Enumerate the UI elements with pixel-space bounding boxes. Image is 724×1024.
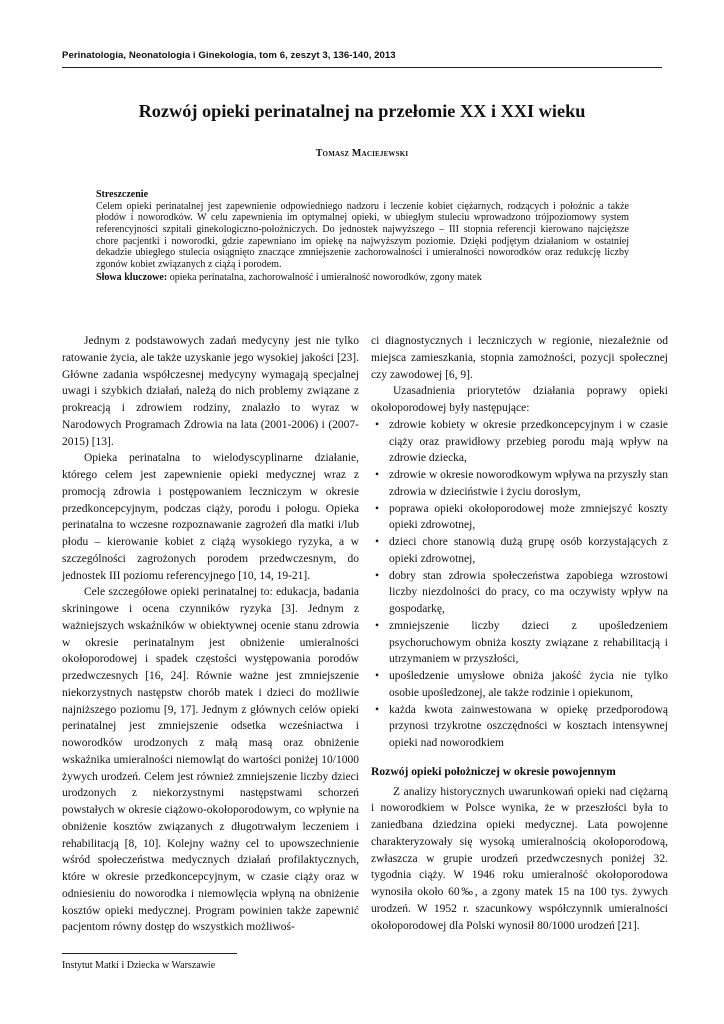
abstract: [96, 189, 629, 283]
list-item-text: poprawa opieki okołoporodowej może zmniejszyć koszty opieki zdrowotnej,: [389, 502, 668, 532]
section-heading: Rozwój opieki położniczej w okresie powojennym: [371, 764, 616, 778]
list-item: [371, 467, 668, 501]
bullet-icon: •: [375, 569, 380, 582]
header-rule: [62, 67, 662, 68]
abstract-heading: Streszczenie: [96, 189, 149, 200]
list-item: [371, 668, 668, 702]
keywords-text: opieka perinatalna, zachorowalność i umieralność noworodków, zgony matek: [169, 271, 482, 283]
list-item: [371, 702, 668, 752]
list-item: [371, 501, 668, 535]
body-column-right: [371, 333, 668, 934]
list-item-text: dzieci chore stanowią dużą grupę osób korzystających z opieki zdrowotnej,: [389, 536, 668, 565]
keywords-label: Słowa kluczowe:: [96, 271, 168, 283]
bullet-icon: •: [375, 418, 380, 431]
bullet-icon: •: [375, 670, 380, 682]
article-title: Rozwój opieki perinatalnej na przełomie XX i XXI wieku: [138, 101, 586, 121]
bullet-icon: •: [375, 619, 380, 632]
keywords: [96, 272, 629, 284]
footnote-rule: [62, 953, 237, 954]
bullet-icon: •: [375, 703, 380, 716]
bullet-icon: •: [375, 536, 380, 548]
list-item: [371, 618, 668, 668]
paragraph: ci diagnostycznych i leczniczych w regionie, niezależnie od miejsca zamieszkania, stopnia zamożności, pozycji społecznej czy zawodowej [6, 9].: [371, 335, 668, 381]
list-item-text: zmniejszenie liczby dzieci z upośledzeniem psychoruchowym obniża koszty związane z rehabilitacją i utrzymaniem w przyszłości,: [389, 619, 668, 666]
list-item: [371, 568, 668, 618]
list-item-text: zdrowie w okresie noworodkowym wpływa na przyszły stan zdrowia w dzieciństwie i życiu dorosłym,: [389, 469, 668, 498]
list-item-text: każda kwota zainwestowana w opiekę przedporodową przynosi trzykrotne oszczędności w kosztach intensywnej opieki nad noworodkiem: [389, 703, 668, 749]
priority-list: [371, 417, 668, 752]
bullet-icon: •: [375, 502, 380, 515]
running-header: Perinatologia, Neonatologia i Ginekologia, tom 6, zeszyt 3, 136-140, 2013: [62, 50, 396, 61]
footnote-affiliation: Instytut Matki i Dziecka w Warszawie: [62, 960, 216, 971]
paragraph: Uzasadnienia priorytetów działania poprawy opieki okołoporodowej były następujące:: [371, 385, 668, 414]
list-item-text: zdrowie kobiety w okresie przedkoncepcyjnym i w czasie ciąży oraz prawidłowy przebieg porodu mają wpływ na zdrowie dziecka,: [389, 418, 668, 465]
article-author: Tomasz Maciejewski: [315, 148, 409, 159]
list-item: [371, 417, 668, 467]
bullet-icon: •: [375, 469, 380, 481]
abstract-text: Celem opieki perinatalnej jest zapewnienie odpowiedniego nadzoru i leczenie kobiet ciężarnych, rodzących i położnic a także płodów i noworodków. W celu zapewnienia im optymalnej opieki, w ubiegłym stuleciu wprowadzono trójpoziomowy system referencyjności szpitali ginekologiczno-położniczych. Do jednostek najwyższego – III stopnia referencji kierowano najcięższe chore pacjentki i noworodki, gdzie zapewniano im opiekę na najwyższym poziomie. Dzięki podjętym działaniom w ostatniej dekadzie ubiegłego stulecia osiągnięto znaczące zmniejszenie zachorowalności i umieralności noworodków oraz redukcję liczby zgonów kobiet związanych z ciążą i porodem.: [96, 200, 629, 271]
list-item-text: dobry stan zdrowia społeczeństwa zapobiega wzrostowi liczby niezdolności do pracy, co ma oczywisty wpływ na gospodarkę,: [389, 569, 668, 615]
paragraph: Z analizy historycznych uwarunkowań opieki nad ciężarną i noworodkiem w Polsce wynika, że w przeszłości była to zaniedbana dziedzina opieki medycznej. Lata powojenne charakteryzowały się wysoką umieralnością okołoporodową, zwłaszcza w grupie urodzeń przedwczesnych poniżej 32. tygodnia ciąży. W 1946 roku umieralność okołoporodowa wynosiła około 60‰, a zgony matek 15 na 100 tys. żywych urodzeń. W 1952 r. szacunkowy współczynnik umieralności okołoporodowej dla Polski wynosił 80/1000 urodzeń [21].: [371, 785, 668, 932]
list-item: [371, 534, 668, 568]
body-column-left: [62, 333, 359, 936]
paragraph: Cele szczegółowe opieki perinatalnej to: edukacja, badania skriningowe i ocena czynników ryzyka [3]. Jednym z ważniejszych wskaźników w obiektywnej ocenie stanu zdrowia w okresie perinatalnym jest obniżenie umieralności okołoporodowej i spadek częstości występowania porodów przedwczesnych [16, 24]. Równie ważne jest zmniejszenie niekorzystnych następstw chorób matek i dzieci do możliwie najniższego poziomu [9, 17]. Jednym z głównych celów opieki perinatalnej jest zmniejszenie odsetka wcześniactwa i noworodków urodzonych z małą masą oraz obniżenie wskaźnika umieralności niemowląt do wartości poniżej 10/1000 żywych urodzeń. Celem jest również zmniejszenie liczby dzieci urodzonych z niekorzystnymi następstwami schorzeń powstałych w okresie ciążowo-okołoporodowym, co wpłynie na obniżenie kosztów związanych z długotrwałym leczeniem i rehabilitacją [8, 10]. Kolejny ważny cel to upowszechnienie wśród społeczeństwa medycznych działań profilaktycznych, które w okresie przedkoncepcyjnym, w czasie ciąży oraz w odniesieniu do noworodka i niemowlęcia wpłyną na obniżenie kosztów opieki medycznej. Program powinien także zapewnić pacjentom równy dostęp do wszystkich możliwoś-: [62, 586, 359, 934]
paragraph: Opieka perinatalna to wielodyscyplinarne działanie, którego celem jest zapewnienie opieki medycznej wraz z promocją zdrowia i postępowaniem leczniczym w okresie przedkoncepcyjnym, podczas ciąży, porodu i połogu. Opieka perinatalna to wczesne rozpoznawanie zagrożeń dla matki i/lub płodu – kierowanie kobiet z ciążą wysokiego ryzyka, a w szczególności zagrożonych porodem przedwczesnym, do jednostek III poziomu referencyjnego [10, 14, 19-21].: [62, 452, 359, 582]
list-item-text: upośledzenie umysłowe obniża jakość życia nie tylko osobie upośledzonej, ale także rodzinie i opiekunom,: [389, 670, 668, 699]
paragraph: Jednym z podstawowych zadań medycyny jest nie tylko ratowanie życia, ale także uzyskanie jego wysokiej jakości [23]. Główne zadania współczesnej medycyny wymagają specjalnej uwagi i szybkich działań, należą do nich problemy związane z prokreacją i zdrowiem rodziny, znalazło to wyraz w Narodowych Programach Zdrowia na lata (2001-2006) i (2007-2015) [13].: [62, 335, 359, 448]
